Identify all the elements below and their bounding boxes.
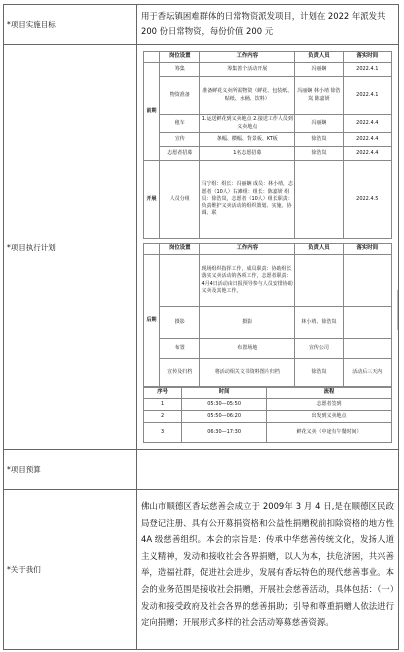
early-content: 准备鲜花义卖所需物资（鲜花、包装纸、贴纸、水桶、饮料） — [200, 77, 295, 115]
late-content: 摄影 — [200, 307, 295, 339]
schedule-no: 1 — [144, 399, 182, 411]
header-person: 负责人员 — [295, 52, 343, 63]
early-date: 2022.4.4 — [343, 115, 391, 133]
late-content: 布置场地 — [200, 339, 295, 359]
scroll-indicator — [397, 290, 402, 330]
mid-date: 2022.4.5 — [343, 161, 391, 239]
late-date — [343, 255, 391, 307]
late-date — [343, 307, 391, 339]
early-person: 冯丽娴 — [295, 115, 343, 133]
late-post: 宣传及归档 — [160, 359, 200, 387]
early-date: 2022.4.4 — [343, 133, 391, 147]
schedule-header-no: 序号 — [144, 388, 182, 399]
early-person: 冯丽娴 林小靖 徐浩岚 陈嘉妍 — [295, 77, 343, 115]
early-post: 志愿者招募 — [160, 147, 200, 161]
schedule-header-time: 时间 — [182, 388, 267, 399]
late-person: 徐浩岚 — [295, 359, 343, 387]
mid-content: 马宁组：组长：冯丽娴 成员：林小靖，志愿者（10人）右滩组：组长：陈嘉妍 组员：徐浩岚，志愿者（10人）组长职责：负责维护义卖活动的组织策划、实施、协调、联 — [200, 161, 295, 239]
early-content: 筹集善个活动开展 — [200, 63, 295, 77]
early-date: 2022.4.1 — [343, 77, 391, 115]
schedule-time: 05:30—05:50 — [182, 399, 267, 411]
schedule-no: 3 — [144, 423, 182, 443]
early-post: 宣传 — [160, 133, 200, 147]
early-person: 徐浩岚 — [295, 133, 343, 147]
schedule-flow: 志愿者签到 — [266, 399, 391, 411]
late-person — [295, 255, 343, 307]
schedule-time: 05:50—06:20 — [182, 411, 267, 423]
late-person: 宣传公司 — [295, 339, 343, 359]
goal-text: 用于香坛镇困难群体的日常物资派发项目，计划在 2022 年派发共 200 份日常物资，每份价值 200 元 — [137, 5, 399, 45]
phase-early: 前期 — [144, 63, 160, 161]
early-person: 徐浩岚 — [295, 147, 343, 161]
header-date: 落实时间 — [343, 244, 391, 255]
about-label: *关于我们 — [4, 490, 137, 650]
header-content: 工作内容 — [200, 52, 295, 63]
plan-table — [143, 51, 392, 387]
goal-label: *项目实施目标 — [4, 5, 137, 45]
early-post: 筹集 — [160, 63, 200, 77]
early-date: 2022.4.4 — [343, 147, 391, 161]
header-content: 工作内容 — [200, 244, 295, 255]
project-form — [3, 4, 399, 650]
late-date: 活动后三天内 — [343, 359, 391, 387]
phase-mid: 开展 — [144, 161, 160, 239]
schedule-table — [143, 387, 392, 443]
early-content: 条幅、横幅、背景板、KT板 — [200, 133, 295, 147]
header-person: 负责人员 — [295, 244, 343, 255]
late-post: 摄影 — [160, 307, 200, 339]
header-date: 落实时间 — [343, 52, 391, 63]
header-post: 岗位设置 — [160, 244, 200, 255]
plan-label: *项目执行计划 — [4, 45, 137, 450]
early-content: 1名志愿招募 — [200, 147, 295, 161]
late-post — [160, 255, 200, 307]
budget-label: *项目预算 — [4, 450, 137, 490]
schedule-no: 2 — [144, 411, 182, 423]
mid-post: 人员分组 — [160, 161, 200, 239]
schedule-flow: 出发到义卖地点 — [266, 411, 391, 423]
budget-value — [137, 450, 399, 490]
early-post: 租车 — [160, 115, 200, 133]
phase-header-cell — [144, 244, 160, 255]
early-content: 1.运送鲜花到义卖地点 2.接送工作人员到义卖地点 — [200, 115, 295, 133]
schedule-time: 06:30—17:30 — [182, 423, 267, 443]
phase-late: 后期 — [144, 255, 160, 387]
late-post: 布置 — [160, 339, 200, 359]
phase-header-cell — [144, 52, 160, 63]
plan-cell — [137, 45, 399, 450]
header-post: 岗位设置 — [160, 52, 200, 63]
schedule-flow: 鲜花义卖（中途有午餐时间） — [266, 423, 391, 443]
late-content: 将活动相关文书资料图片归档 — [200, 359, 295, 387]
early-date: 2022.4.1 — [343, 63, 391, 77]
early-person: 冯丽娴 — [295, 63, 343, 77]
early-post: 物资准备 — [160, 77, 200, 115]
late-content: 现场组织指挥工作，成员职责：协助组长落实义卖活动的各项工作，志愿者职责：4月4日活动由日报预导参与人员安排协助义卖及其他工作。 — [200, 255, 295, 307]
schedule-header-flow: 流程 — [266, 388, 391, 399]
late-date — [343, 339, 391, 359]
about-text: 佛山市顺德区香坛慈善会成立于 2009年 3 月 4 日,是在顺德区民政局登记注册、具有公开募捐资格和公益性捐赠税前扣除资格的地方性 4A 级慈善组织。本会的宗旨是：传承中华慈善传统文化，发扬人道主义精神，发动和接收社会各界捐赠，以人为本，扶危济困，共兴善举，造福社群，促进社会进步，发展有香坛特色的现代慈善事业。本会的业务范围是接收社会捐赠，开展社会慈善活动，具体包括：（一）发动和接受政府及社会各界的慈善捐助；引导和尊重捐赠人依法进行定向捐赠；开展形式多样的社会活动筹募慈善资源。 — [137, 490, 399, 650]
mid-person — [295, 161, 343, 239]
late-person: 林小靖、徐浩岚 — [295, 307, 343, 339]
